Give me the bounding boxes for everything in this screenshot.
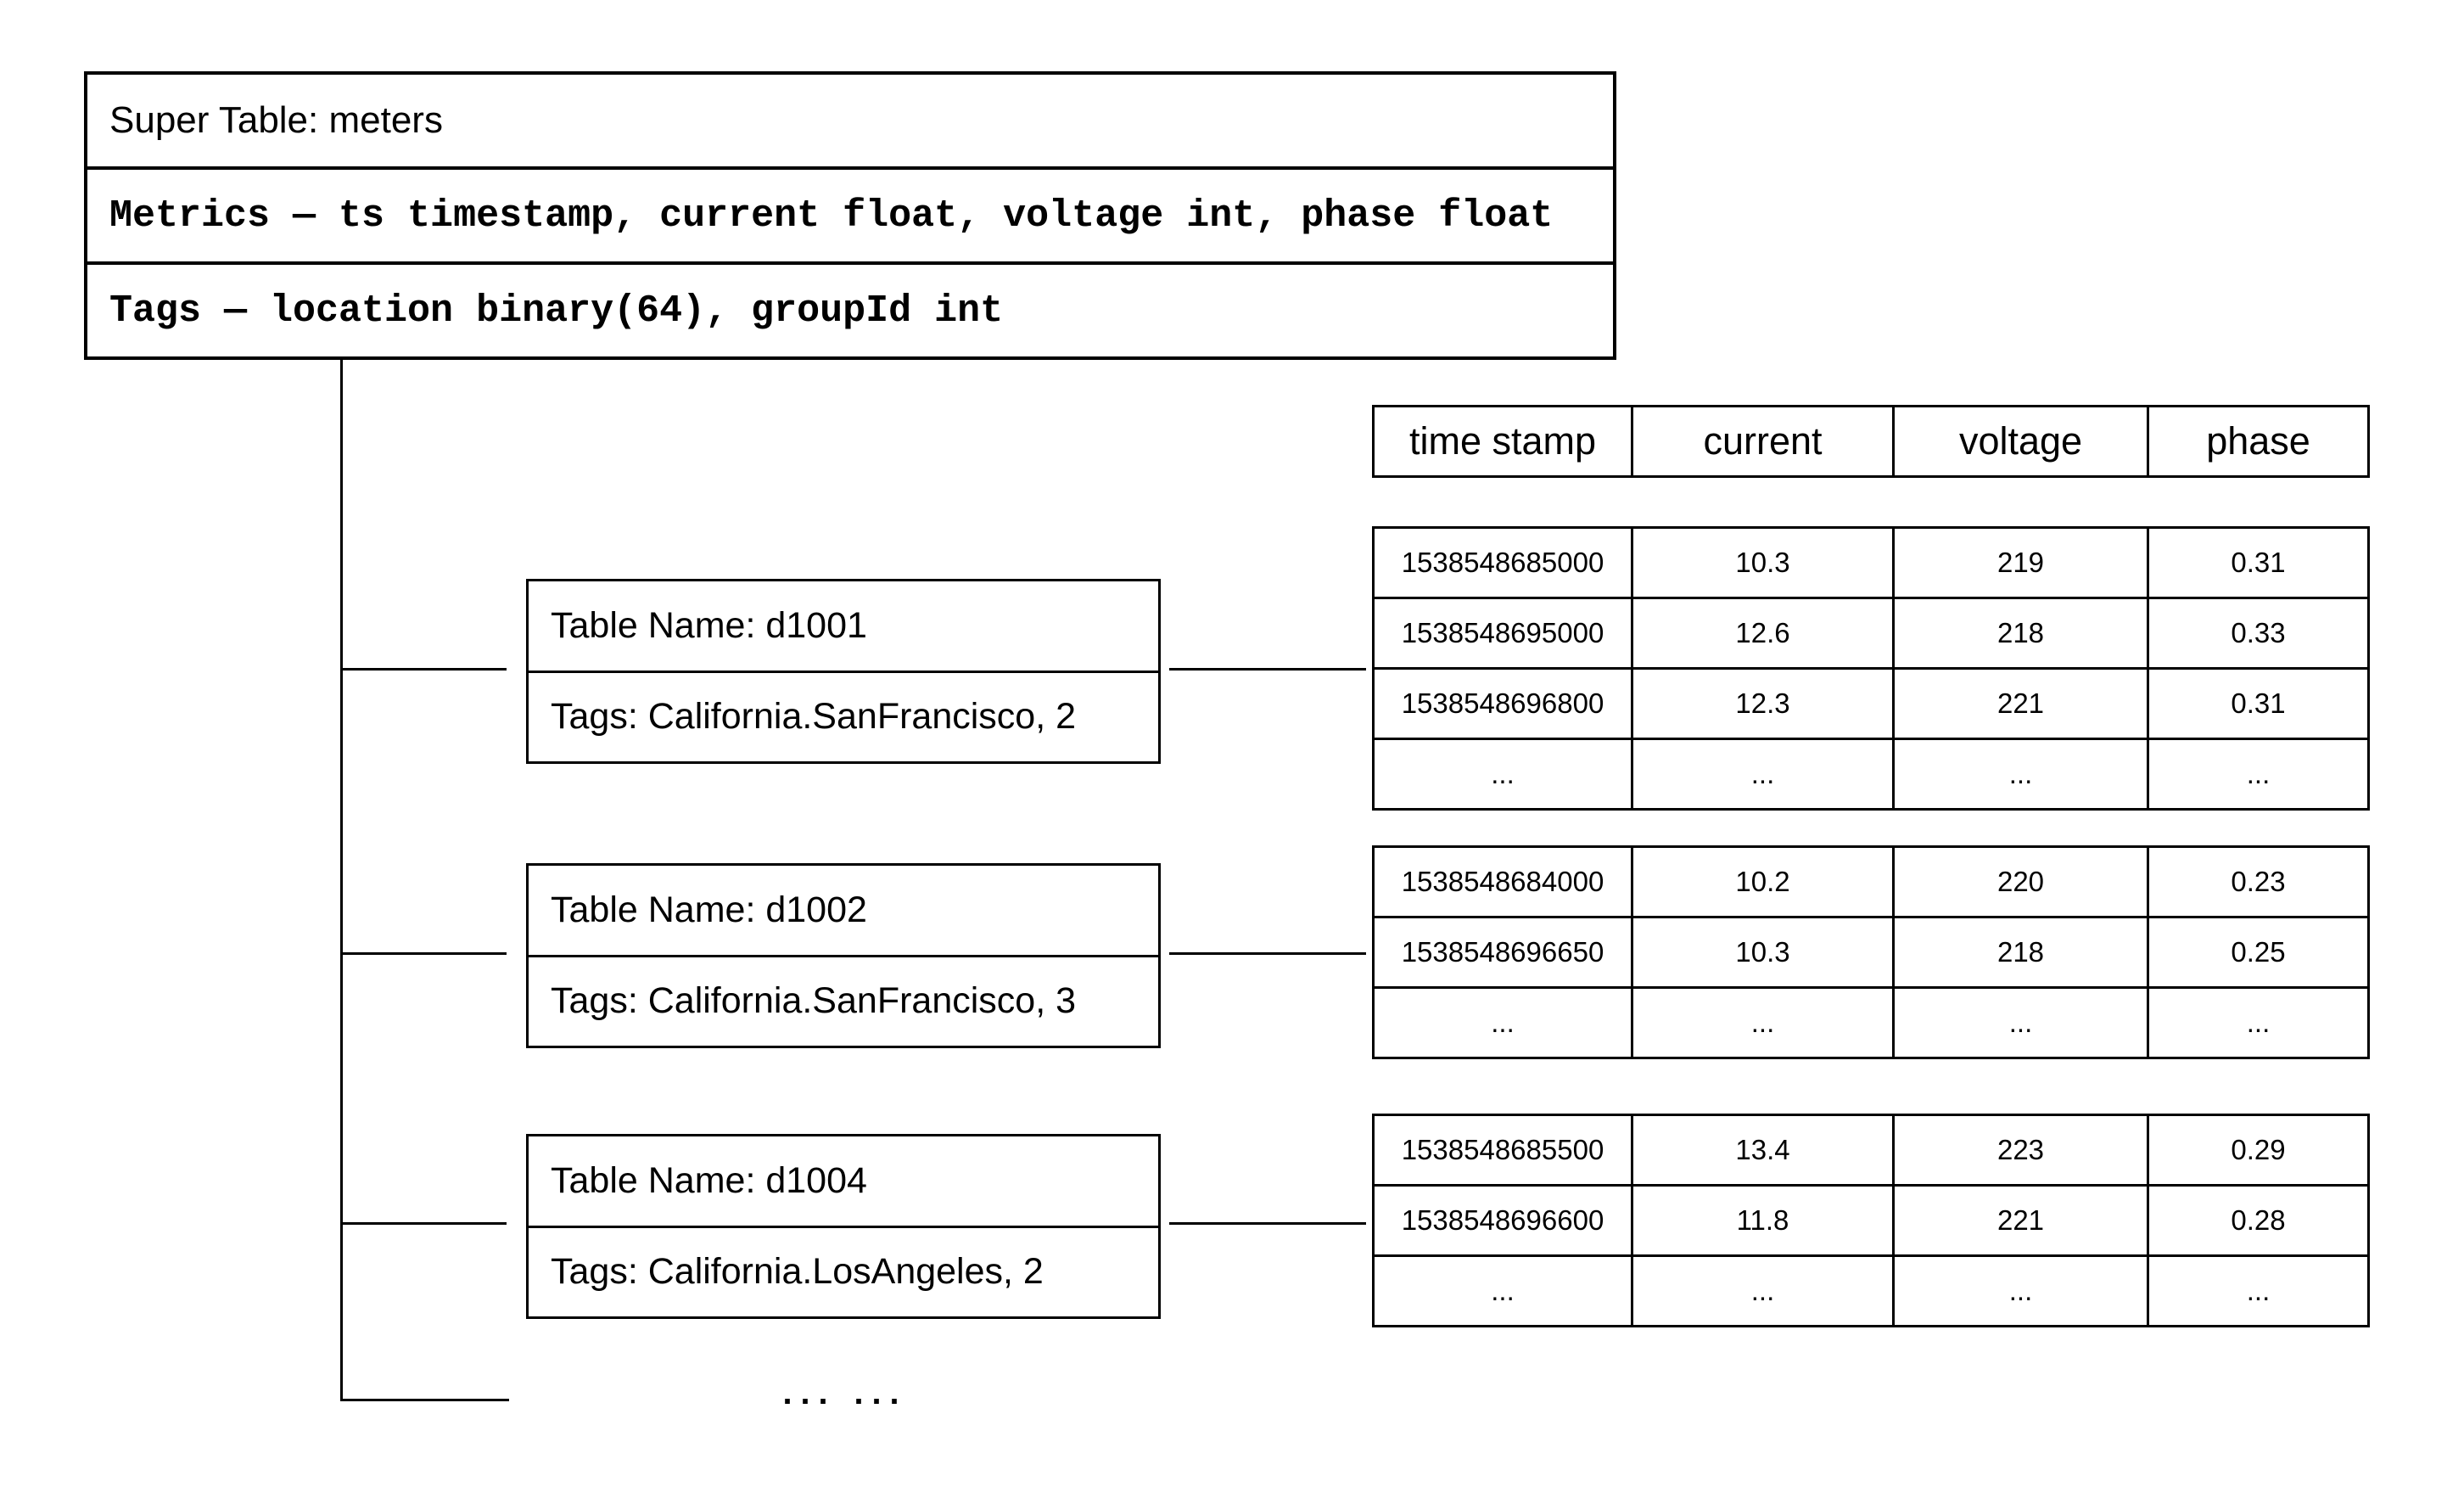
table-cell: ... (2148, 1256, 2369, 1327)
column-header-voltage: voltage (1894, 407, 2148, 477)
table-row (1374, 988, 2369, 1058)
table-cell: 221 (1894, 669, 2148, 739)
table-cell: ... (1374, 739, 1632, 810)
device-tags: Tags: California.SanFrancisco, 2 (529, 671, 1158, 762)
device-box-d1004 (526, 1134, 1161, 1319)
table-cell: 10.2 (1632, 847, 1894, 917)
table-cell: ... (1374, 1256, 1632, 1327)
super-table-box (84, 71, 1616, 360)
table-cell: 1538548696600 (1374, 1186, 1632, 1256)
table-cell: 0.23 (2148, 847, 2369, 917)
table-cell: 10.3 (1632, 917, 1894, 988)
data-table-d1001 (1372, 526, 2370, 811)
table-cell: 1538548685500 (1374, 1115, 1632, 1186)
device-name: Table Name: d1001 (551, 604, 867, 646)
device-box-d1001 (526, 579, 1161, 764)
table-cell: 218 (1894, 917, 2148, 988)
table-row (1374, 1186, 2369, 1256)
table-cell: 11.8 (1632, 1186, 1894, 1256)
branch-line-d1001 (343, 668, 507, 671)
table-cell: ... (1632, 739, 1894, 810)
super-table-metrics: Metrics — ts timestamp, current float, voltage int, phase float (87, 166, 1613, 261)
table-cell: 1538548684000 (1374, 847, 1632, 917)
super-table-title: Super Table: meters (109, 99, 443, 141)
table-cell: 1538548696800 (1374, 669, 1632, 739)
table-row (1374, 598, 2369, 669)
table-cell: ... (1894, 739, 2148, 810)
column-header-timestamp: time stamp (1374, 407, 1632, 477)
table-cell: 0.29 (2148, 1115, 2369, 1186)
table-row (1374, 528, 2369, 598)
table-cell: ... (2148, 739, 2369, 810)
device-name: Table Name: d1004 (551, 1159, 867, 1201)
column-header-phase: phase (2148, 407, 2369, 477)
device-tags: Tags: California.LosAngeles, 2 (529, 1226, 1158, 1317)
table-row (1374, 669, 2369, 739)
data-table-d1002 (1372, 845, 2370, 1059)
table-cell: 0.28 (2148, 1186, 2369, 1256)
device-tags: Tags: California.SanFrancisco, 3 (529, 955, 1158, 1047)
table-cell: ... (2148, 988, 2369, 1058)
connector-line-d1002 (1169, 952, 1366, 955)
table-cell: 0.31 (2148, 528, 2369, 598)
table-cell: 223 (1894, 1115, 2148, 1186)
table-cell: 1538548685000 (1374, 528, 1632, 598)
table-cell: 12.3 (1632, 669, 1894, 739)
table-cell: ... (1632, 1256, 1894, 1327)
table-row (1374, 1256, 2369, 1327)
column-header-table (1372, 405, 2370, 478)
table-cell: 219 (1894, 528, 2148, 598)
table-cell: 220 (1894, 847, 2148, 917)
table-cell: 0.31 (2148, 669, 2369, 739)
data-table-d1004 (1372, 1114, 2370, 1327)
trunk-elbow-line (340, 1399, 509, 1401)
table-cell: 1538548696650 (1374, 917, 1632, 988)
table-row (1374, 739, 2369, 810)
table-cell: ... (1894, 1256, 2148, 1327)
header-row (1374, 407, 2369, 477)
table-row (1374, 1115, 2369, 1186)
table-cell: 0.33 (2148, 598, 2369, 669)
table-row (1374, 917, 2369, 988)
table-cell: 0.25 (2148, 917, 2369, 988)
table-cell: 12.6 (1632, 598, 1894, 669)
table-cell: 1538548695000 (1374, 598, 1632, 669)
table-cell: 221 (1894, 1186, 2148, 1256)
table-cell: 13.4 (1632, 1115, 1894, 1186)
connector-line-d1001 (1169, 668, 1366, 671)
more-tables-ellipsis: ... ... (777, 1377, 903, 1415)
trunk-line (340, 360, 343, 1401)
device-box-d1002 (526, 863, 1161, 1048)
connector-line-d1004 (1169, 1222, 1366, 1225)
column-header-current: current (1632, 407, 1894, 477)
branch-line-d1004 (343, 1222, 507, 1225)
table-cell: ... (1632, 988, 1894, 1058)
table-cell: 10.3 (1632, 528, 1894, 598)
table-cell: 218 (1894, 598, 2148, 669)
branch-line-d1002 (343, 952, 507, 955)
super-table-tags: Tags — location binary(64), groupId int (87, 261, 1613, 356)
table-row (1374, 847, 2369, 917)
table-cell: ... (1894, 988, 2148, 1058)
table-cell: ... (1374, 988, 1632, 1058)
device-name: Table Name: d1002 (551, 889, 867, 930)
